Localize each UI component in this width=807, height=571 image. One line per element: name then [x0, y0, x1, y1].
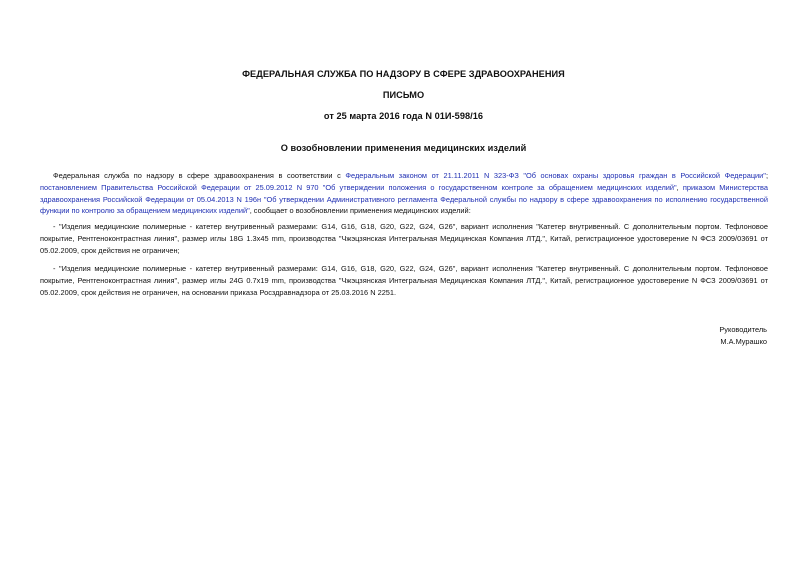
signatory-name: М.А.Мурашко — [720, 337, 767, 346]
signatory-role: Руководитель — [719, 325, 767, 334]
federal-law-link[interactable]: Федеральным законом от 21.11.2011 N 323-ФЗ "Об основах охраны здоровья граждан в Российской Федерации" — [345, 171, 766, 180]
intro-text-2: ; — [765, 171, 768, 180]
government-resolution-link[interactable]: постановлением Правительства Российской Федерации от 25.09.2012 N 970 "Об утверждении положения о государственном контроле за обращением медицинских изделий" — [40, 182, 677, 192]
organization-heading: ФЕДЕРАЛЬНАЯ СЛУЖБА ПО НАДЗОРУ В СФЕРЕ ЗДРАВООХРАНЕНИЯ — [242, 69, 565, 79]
intro-text-4: , сообщает о возобновлении применения медицинских изделий: — [249, 206, 471, 216]
intro-text-3: , — [676, 182, 683, 192]
device-item-2: - "Изделия медицинские полимерные - катетер внутривенный размерами: G14, G16, G18, G20, G22, G24, G26", вариант исполнения "Катетер внутривенный. С дополнительным портом. Тефлоновое покрытие, Рентгеноконтрастная линия", размер иглы 24G 0.7x19 mm, производства "Чжэцзянская Интегральная Медицинская Компания ЛТД.", Китай, регистрационное удостоверение N ФСЗ 2009/03691 от 05.02.2009, срок действия не ограничен, на основании приказа Росздравнадзора от 25.03.2016 N 2251. — [40, 264, 768, 297]
document-type: ПИСЬМО — [382, 90, 425, 100]
intro-paragraph — [40, 170, 768, 217]
device-item-1: - "Изделия медицинские полимерные - катетер внутривенный размерами: G14, G16, G18, G20, G22, G24, G26", вариант исполнения "Катетер внутривенный. С дополнительным портом. Тефлоновое покрытие, Рентгеноконтрастная линия", размер иглы 18G 1.3x45 mm, производства "Чжэцзянская Интегральная Медицинская Компания ЛТД.", Китай, регистрационное удостоверение N ФСЗ 2009/03691 от 05.02.2009, срок действия не ограничен; — [40, 222, 768, 255]
ministry-order-link[interactable]: приказом Министерства здравоохранения Российской Федерации от 05.04.2013 N 196н "Об утверждении Административного регламента Федеральной службы по надзору в сфере здравоохранения по исполнению государственной функции по контролю за обращением медицинских изделий" — [40, 182, 768, 216]
intro-text-1: Федеральная служба по надзору в сфере здравоохранения в соответствии с — [53, 171, 346, 180]
document-date-number: от 25 марта 2016 года N 01И-598/16 — [323, 111, 484, 121]
document-subject: О возобновлении применения медицинских изделий — [280, 143, 527, 153]
